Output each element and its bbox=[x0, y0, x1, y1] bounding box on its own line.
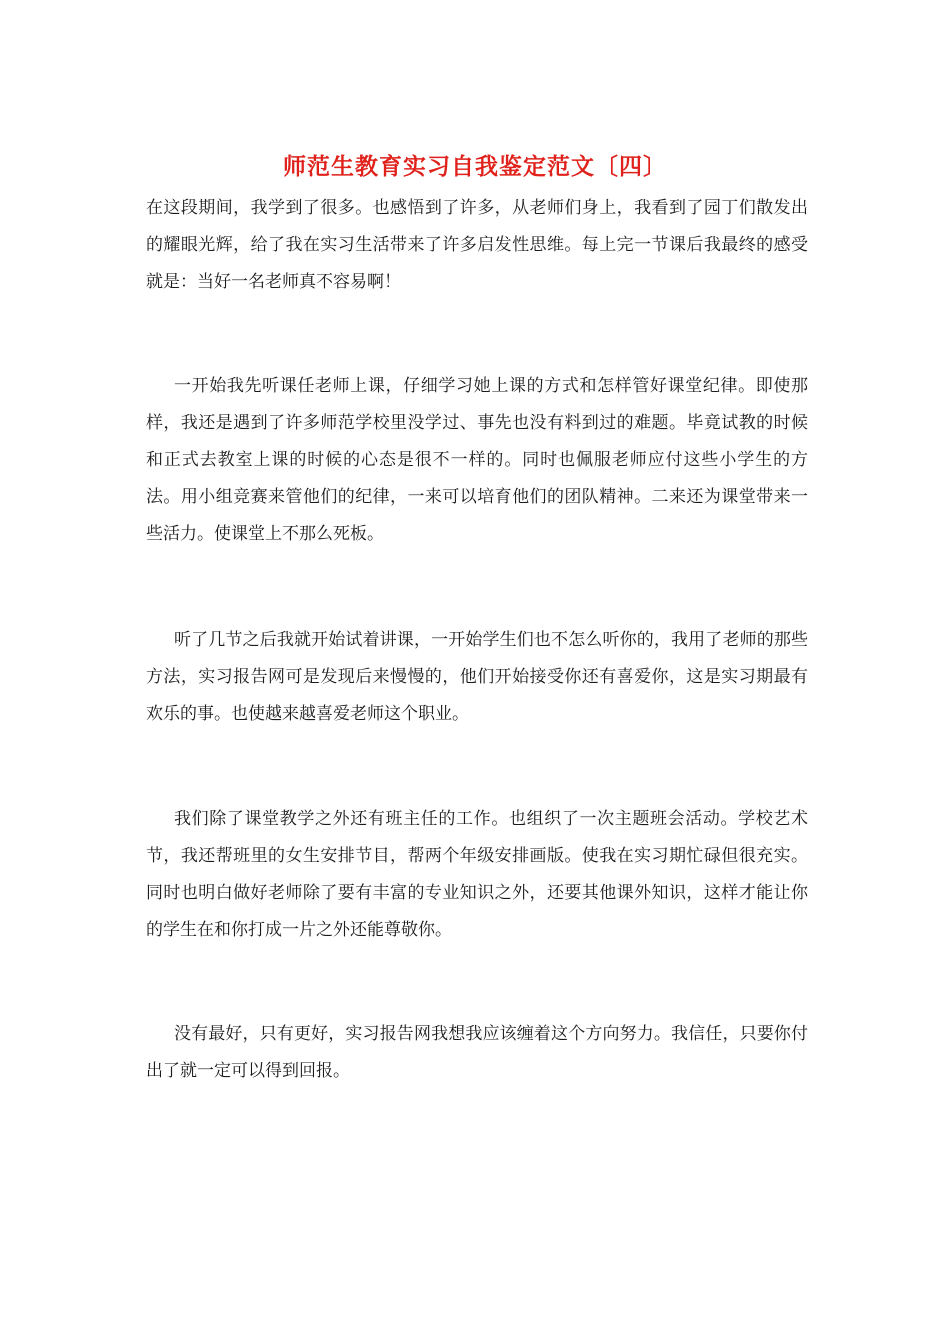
paragraph-4: 我们除了课堂教学之外还有班主任的工作。也组织了一次主题班会活动。学校艺术节，我还帮班里的女生安排节目，帮两个年级安排画版。使我在实习期忙碌但很充实。同时也明白做好老师除了要有丰富的专业知识之外，还要其他课外知识，这样才能让你的学生在和你打成一片之外还能尊敬你。 bbox=[146, 809, 808, 940]
document-title: 师范生教育实习自我鉴定范文〔四〕 bbox=[283, 153, 667, 180]
paragraph-2: 一开始我先听课任老师上课，仔细学习她上课的方式和怎样管好课堂纪律。即使那样，我还是遇到了许多师范学校里没学过、事先也没有料到过的难题。毕竟试教的时候和正式去教室上课的时候的心态是很不一样的。同时也佩服老师应付这些小学生的方法。用小组竞赛来管他们的纪律，一来可以培育他们的团队精神。二来还为课堂带来一些活力。使课堂上不那么死板。 bbox=[146, 376, 808, 544]
paragraph-1: 在这段期间，我学到了很多。也感悟到了许多，从老师们身上，我看到了园丁们散发出的耀眼光辉，给了我在实习生活带来了许多启发性思维。每上完一节课后我最终的感受就是：当好一名老师真不容易啊！ bbox=[146, 198, 808, 292]
paragraph-5: 没有最好，只有更好，实习报告网我想我应该缠着这个方向努力。我信任，只要你付出了就一定可以得到回报。 bbox=[146, 1024, 808, 1081]
paragraph-3: 听了几节之后我就开始试着讲课，一开始学生们也不怎么听你的，我用了老师的那些方法，实习报告网可是发现后来慢慢的，他们开始接受你还有喜爱你，这是实习期最有欢乐的事。也使越来越喜爱老师这个职业。 bbox=[146, 630, 808, 724]
